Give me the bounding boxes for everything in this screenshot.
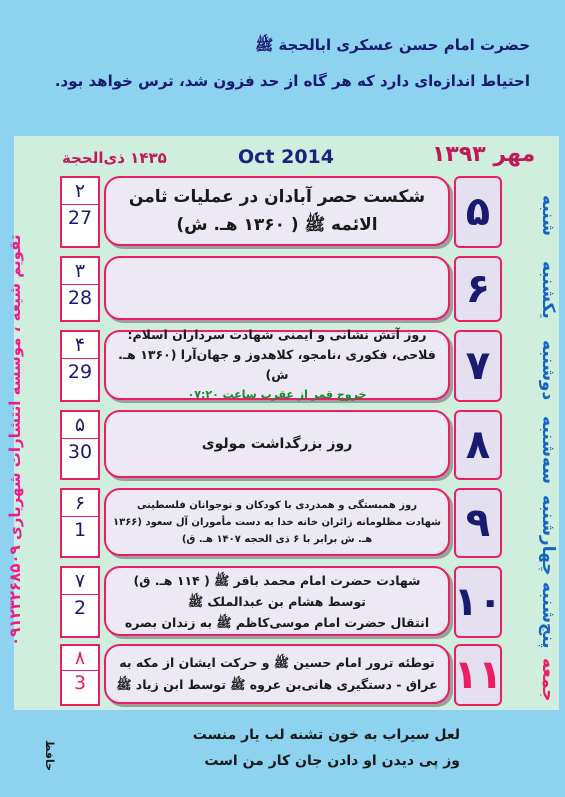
gregorian-day: 27 — [67, 207, 93, 229]
shamsi-day: ۷ — [454, 330, 502, 402]
quote-title: حضرت امام حسن عسکری ابالحجة ﷺ — [255, 36, 530, 54]
event-line: شهادت حضرت امام محمد باقر ﷺ ( ۱۱۴ هـ. ق) — [133, 572, 421, 588]
day-name-monday: دوشنبه — [538, 339, 558, 401]
hijri-greg-cell — [60, 644, 100, 706]
event-box — [104, 327, 450, 401]
event-line: هـ. ش برابر با ۶ ذی الحجه ۱۴۰۷ هـ. ق) — [181, 533, 373, 545]
quote-text: احتیاط اندازه‌ای دارد که هر گاه از حد فزون شد، ترس خواهد بود. — [54, 72, 530, 90]
calendar-row — [60, 256, 506, 322]
shamsi-day: ۸ — [454, 410, 502, 480]
hijri-day: ۲ — [62, 178, 98, 205]
gregorian-day: 29 — [67, 361, 93, 383]
event-box — [104, 566, 450, 636]
event-box — [104, 176, 450, 246]
event-box — [104, 644, 450, 704]
gregorian-day: 3 — [73, 672, 87, 694]
day-name-wednesday: چهارشنبه — [538, 494, 558, 576]
event-line: توسط هشام بن عبدالملک ﷺ — [187, 593, 367, 609]
day-name-thursday: پنج‌شنبه — [538, 581, 558, 649]
event-line: توطئه ترور امام حسین ﷺ و حرکت ایشان از مکه به — [119, 655, 435, 670]
hijri-day: ۵ — [62, 412, 98, 439]
poem-line: وز پی دیدن او دادن جان کار من است — [204, 753, 460, 769]
shamsi-day: ۹ — [454, 488, 502, 558]
gregorian-day: 30 — [67, 441, 93, 463]
event-line: عراق - دستگیری هانی‌بن عروه ﷺ توسط ابن زیاد ﷺ — [116, 677, 438, 692]
calendar-row — [60, 566, 506, 638]
event-line: شکست حصر آبادان در عملیات ثامن — [128, 187, 426, 207]
hijri-day: ۷ — [62, 568, 98, 595]
gregorian-day: 28 — [67, 287, 93, 309]
poet-name: حافظ — [43, 740, 56, 772]
day-name-friday: جمعه — [538, 658, 558, 702]
event-line: روز همبستگی و همدردی با کودکان و نوجوانان فلسطینی — [136, 499, 418, 511]
hijri-greg-cell — [60, 330, 100, 402]
event-line: انتقال حضرت امام موسی‌کاظم ﷺ به زندان بصره — [124, 614, 430, 630]
day-name-saturday: شنبه — [538, 194, 558, 236]
shamsi-day: ۱۱ — [454, 644, 502, 706]
event-line: الائمه ﷺ ( ۱۳۶۰ هـ. ش) — [176, 215, 378, 235]
event-box — [104, 488, 450, 556]
event-box — [104, 410, 450, 478]
event-line: فلاحی، فکوری ،نامجو، کلاهدوز و جهان‌آرا (۱۳۶۰ هـ. ش) — [118, 347, 436, 382]
hijri-day: ۳ — [62, 258, 98, 285]
calendar-row — [60, 327, 506, 402]
day-name-sunday: یکشنبه — [538, 261, 558, 319]
calendar-row — [60, 410, 506, 480]
day-name-tuesday: سه‌شنبه — [538, 416, 558, 484]
event-line: روز بزرگداشت مولوی — [201, 436, 353, 452]
shamsi-day: ۱۰ — [454, 566, 502, 638]
bottom-poem — [70, 722, 460, 774]
event-line: روز آتش نشانی و ایمنی شهادت سرداران اسلام: — [127, 327, 427, 342]
shamsi-month-header: مهر ۱۳۹۳ — [432, 142, 536, 167]
moon-event-line: خروج قمر از عقرب ساعت ۰۷:۲۰ — [187, 388, 367, 401]
hijri-greg-cell — [60, 566, 100, 638]
gregorian-day: 1 — [73, 519, 87, 541]
hijri-greg-cell — [60, 488, 100, 558]
hijri-day: ۴ — [62, 332, 98, 359]
hijri-greg-cell — [60, 410, 100, 480]
calendar-row — [60, 644, 506, 706]
gregorian-day: 2 — [73, 597, 87, 619]
day-names-column — [506, 180, 558, 710]
shamsi-day: ۵ — [454, 176, 502, 248]
top-quote — [30, 34, 530, 92]
publisher-side-text: تقویم شیعه ، موسسه انتشارات شهریاری ۰۹۱۲۳۲۶۸۵۰۹ — [6, 234, 24, 646]
hijri-greg-cell — [60, 256, 100, 322]
calendar-row — [60, 176, 506, 248]
hijri-greg-cell — [60, 176, 100, 248]
shamsi-day: ۶ — [454, 256, 502, 322]
poem-line: لعل سیراب به خون تشنه لب یار منست — [192, 727, 460, 743]
event-box-empty — [104, 256, 450, 320]
calendar-row — [60, 488, 506, 558]
gregorian-month-header: Oct 2014 — [238, 146, 334, 168]
hijri-day: ۸ — [62, 646, 98, 671]
event-line: شهادت مظلومانه زائران خانه خدا به دست مأموران آل سعود (۱۳۶۶ — [112, 516, 442, 528]
hijri-month-header: ۱۴۳۵ ذی‌الحجة — [62, 149, 167, 167]
hijri-day: ۶ — [62, 490, 98, 517]
